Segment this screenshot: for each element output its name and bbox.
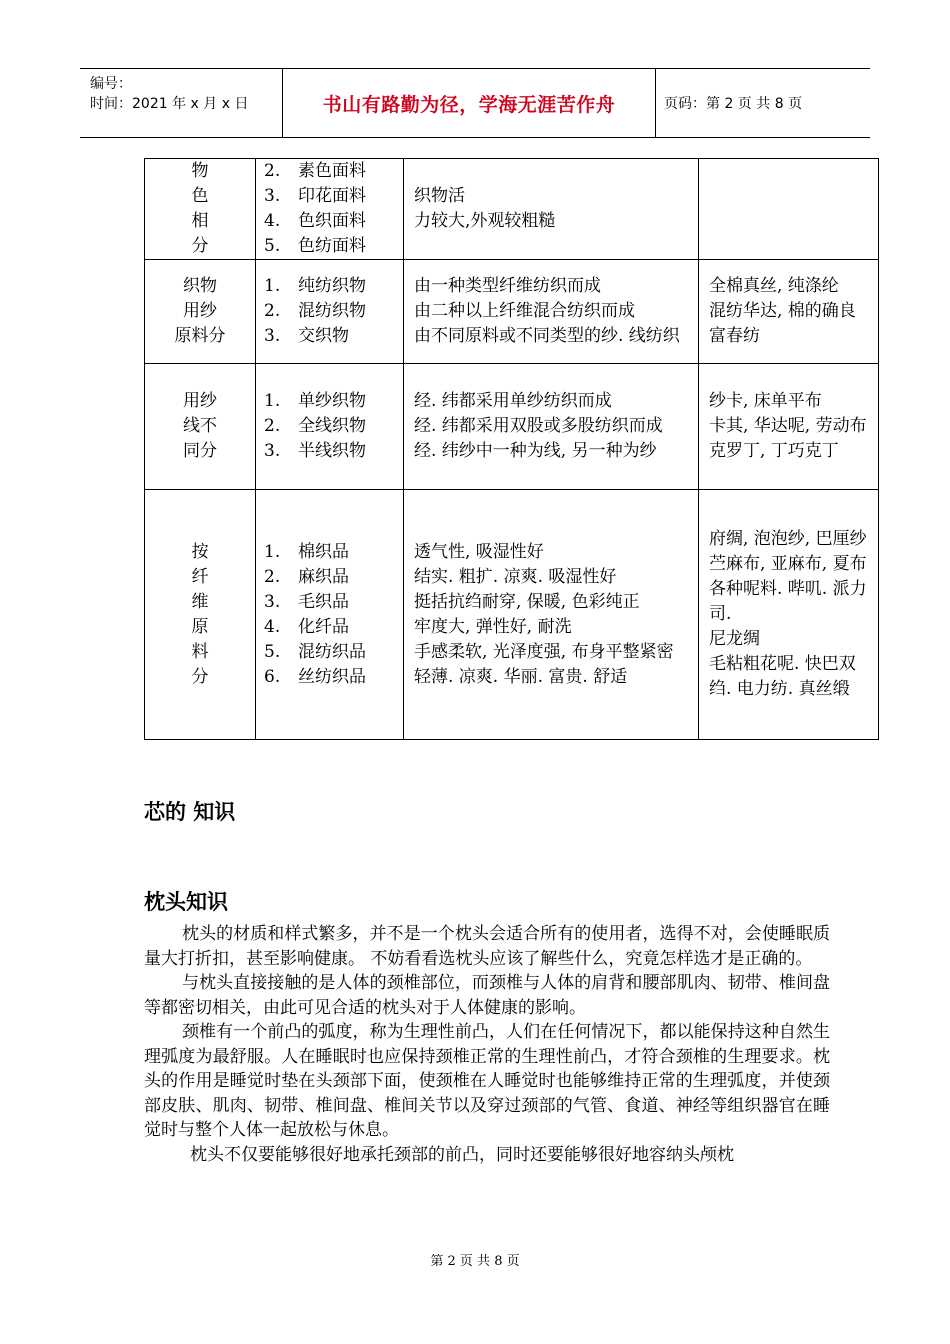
features-cell [404,159,699,260]
list-item [264,159,403,184]
paragraph: 与枕头直接接触的是人体的颈椎部位，而颈椎与人体的肩背和腰部肌肉、韧带、椎间盘等都密切相关，由此可见合适的枕头对于人体健康的影响。 [144,973,830,1018]
item-label: 棉织品 [298,541,349,562]
item-number: 1. [264,541,281,562]
items-cell [256,260,404,364]
table-row [145,159,879,260]
item-label: 印花面料 [298,186,366,206]
item-label: 混纺织品 [298,641,366,662]
example-text: 各种呢料. 哔叽. 派力司. [709,579,867,624]
item-number: 2. [264,416,281,436]
items-cell [256,490,404,740]
item-label: 混纺织物 [298,301,366,321]
feature-text: 由不同原料或不同类型的纱. 线纺织 [414,326,680,346]
examples-cell [699,490,879,740]
doc-number: 编号： [90,76,132,92]
list-item [264,234,403,259]
list-item [264,665,403,690]
category-cell [145,260,256,364]
category-text: 分 [191,236,209,256]
pillow-body-text [144,922,830,1167]
category-text: 分 [191,666,209,687]
item-label: 素色面料 [298,161,366,181]
feature-text: 结实. 粗扩. 凉爽. 吸湿性好 [414,566,617,587]
list-item [264,389,403,414]
item-number: 5. [264,236,281,256]
example-text: 卡其, 华达呢, 劳动布 [709,416,867,436]
category-text: 维 [191,591,209,612]
category-text: 按 [191,541,209,562]
category-text: 相 [191,211,209,231]
fabric-classification-table [144,158,879,740]
list-item [264,414,403,439]
category-cell [145,159,256,260]
category-text: 料 [191,641,209,662]
item-number: 2. [264,301,281,321]
list-item [264,615,403,640]
table-row [145,260,879,364]
feature-text: 挺括抗绉耐穿, 保暖, 色彩纯正 [414,591,640,612]
feature-text: 由二种以上纤维混合纺织而成 [414,301,635,321]
table-row [145,490,879,740]
category-text: 原 [191,616,209,637]
list-item [264,324,403,349]
feature-text: 牢度大, 弹性好, 耐洗 [414,616,572,637]
list-item [264,299,403,324]
feature-text: 透气性, 吸湿性好 [414,541,544,562]
header-motto: 书山有路勤为径，学海无涯苦作舟 [322,93,616,116]
list-item [264,274,403,299]
examples-cell [699,260,879,364]
page-header [80,68,870,138]
feature-text: 经. 纬纱中一种为线, 另一种为纱 [414,441,657,461]
item-number: 1. [264,391,281,411]
item-number: 4. [264,211,281,231]
item-number: 1. [264,276,281,296]
list-item [264,439,403,464]
features-cell [404,364,699,490]
item-number: 3. [264,441,281,461]
feature-text: 经. 纬都采用双股或多股纺织而成 [414,416,663,436]
item-number: 3. [264,186,281,206]
category-text: 线不 [183,416,217,436]
item-number: 2. [264,566,281,587]
category-text: 织物 [183,276,217,296]
category-text: 物 [191,161,209,181]
section-title-core: 芯的 知识 [144,800,236,824]
paragraph: 颈椎有一个前凸的弧度，称为生理性前凸，人们在任何情况下，都以能保持这种自然生理弧度为最舒服。人在睡眠时也应保持颈椎正常的生理性前凸，才符合颈椎的生理要求。枕头的作用是睡觉时垫在头颈部下面，使颈椎在人睡觉时也能够维持正常的生理弧度，并使颈部皮肤、肌肉、韧带、椎间盘、椎间关节以及穿过颈部的气管、食道、神经等组织器官在睡觉时与整个人体一起放松与休息。 [144,1022,830,1140]
examples-cell [699,159,879,260]
example-text: 混纺华达, 棉的确良 [709,301,856,321]
section-title-pillow: 枕头知识 [144,890,228,914]
list-item [264,565,403,590]
item-label: 全线织物 [298,416,366,436]
example-text: 全棉真丝, 纯涤纶 [709,276,839,296]
item-number: 5. [264,641,281,662]
example-text: 克罗丁, 丁巧克丁 [709,441,839,461]
header-page-cell [656,69,870,137]
paragraph: 枕头的材质和样式繁多，并不是一个枕头会适合所有的使用者，选得不对，会使睡眠质量大打折扣，甚至影响健康。 不妨看看选枕头应该了解些什么，究竟怎样选才是正确的。 [144,924,830,969]
items-cell [256,159,404,260]
list-item [264,540,403,565]
item-label: 色纺面料 [298,236,366,256]
example-text: 府绸, 泡泡纱, 巴厘纱 [709,529,867,549]
feature-text: 力较大,外观较粗糙 [414,211,556,231]
paragraph: 枕头不仅要能够很好地承托颈部的前凸，同时还要能够很好地容纳头颅枕 [190,1144,734,1165]
items-cell [256,364,404,490]
header-meta [80,69,283,137]
example-text: 富春纺 [709,326,760,346]
item-number: 6. [264,666,281,687]
table-row [145,364,879,490]
features-cell [404,490,699,740]
feature-text: 轻薄. 凉爽. 华丽. 富贵. 舒适 [414,666,628,687]
category-cell [145,490,256,740]
item-label: 半线织物 [298,441,366,461]
item-number: 2. [264,161,281,181]
examples-cell [699,364,879,490]
header-page-number: 页码：第 2 页 共 8 页 [664,96,803,112]
category-text: 同分 [183,441,217,461]
example-text: 苎麻布, 亚麻布, 夏布 [709,554,867,574]
list-item [264,590,403,615]
item-label: 色织面料 [298,211,366,231]
feature-text: 由一种类型纤维纺织而成 [414,276,601,296]
category-text: 纤 [191,566,209,587]
list-item [264,184,403,209]
item-number: 4. [264,616,281,637]
list-item [264,640,403,665]
page-footer: 第 2 页 共 8 页 [430,1254,520,1269]
item-label: 单纱织物 [298,391,366,411]
feature-text: 手感柔软, 光泽度强, 布身平整紧密 [414,641,674,662]
item-label: 麻织品 [298,566,349,587]
item-label: 化纤品 [298,616,349,637]
item-label: 丝纺织品 [298,666,366,687]
doc-time: 时间：2021 年 x 月 x 日 [90,96,249,112]
header-motto-cell [283,69,656,137]
category-text: 色 [191,186,209,206]
item-number: 3. [264,326,281,346]
example-text: 毛粘粗花呢. 快巴双绉. 电力纺. 真丝缎 [709,654,856,699]
item-label: 纯纺织物 [298,276,366,296]
category-cell [145,364,256,490]
example-text: 尼龙绸 [709,629,760,649]
category-text: 用纱 [183,301,217,321]
item-number: 3. [264,591,281,612]
example-text: 纱卡, 床单平布 [709,391,822,411]
category-text: 用纱 [183,391,217,411]
item-label: 交织物 [298,326,349,346]
item-label: 毛织品 [298,591,349,612]
list-item [264,209,403,234]
feature-text: 经. 纬都采用单纱纺织而成 [414,391,612,411]
features-cell [404,260,699,364]
category-text: 原料分 [174,326,226,346]
feature-text: 织物活 [414,186,465,206]
